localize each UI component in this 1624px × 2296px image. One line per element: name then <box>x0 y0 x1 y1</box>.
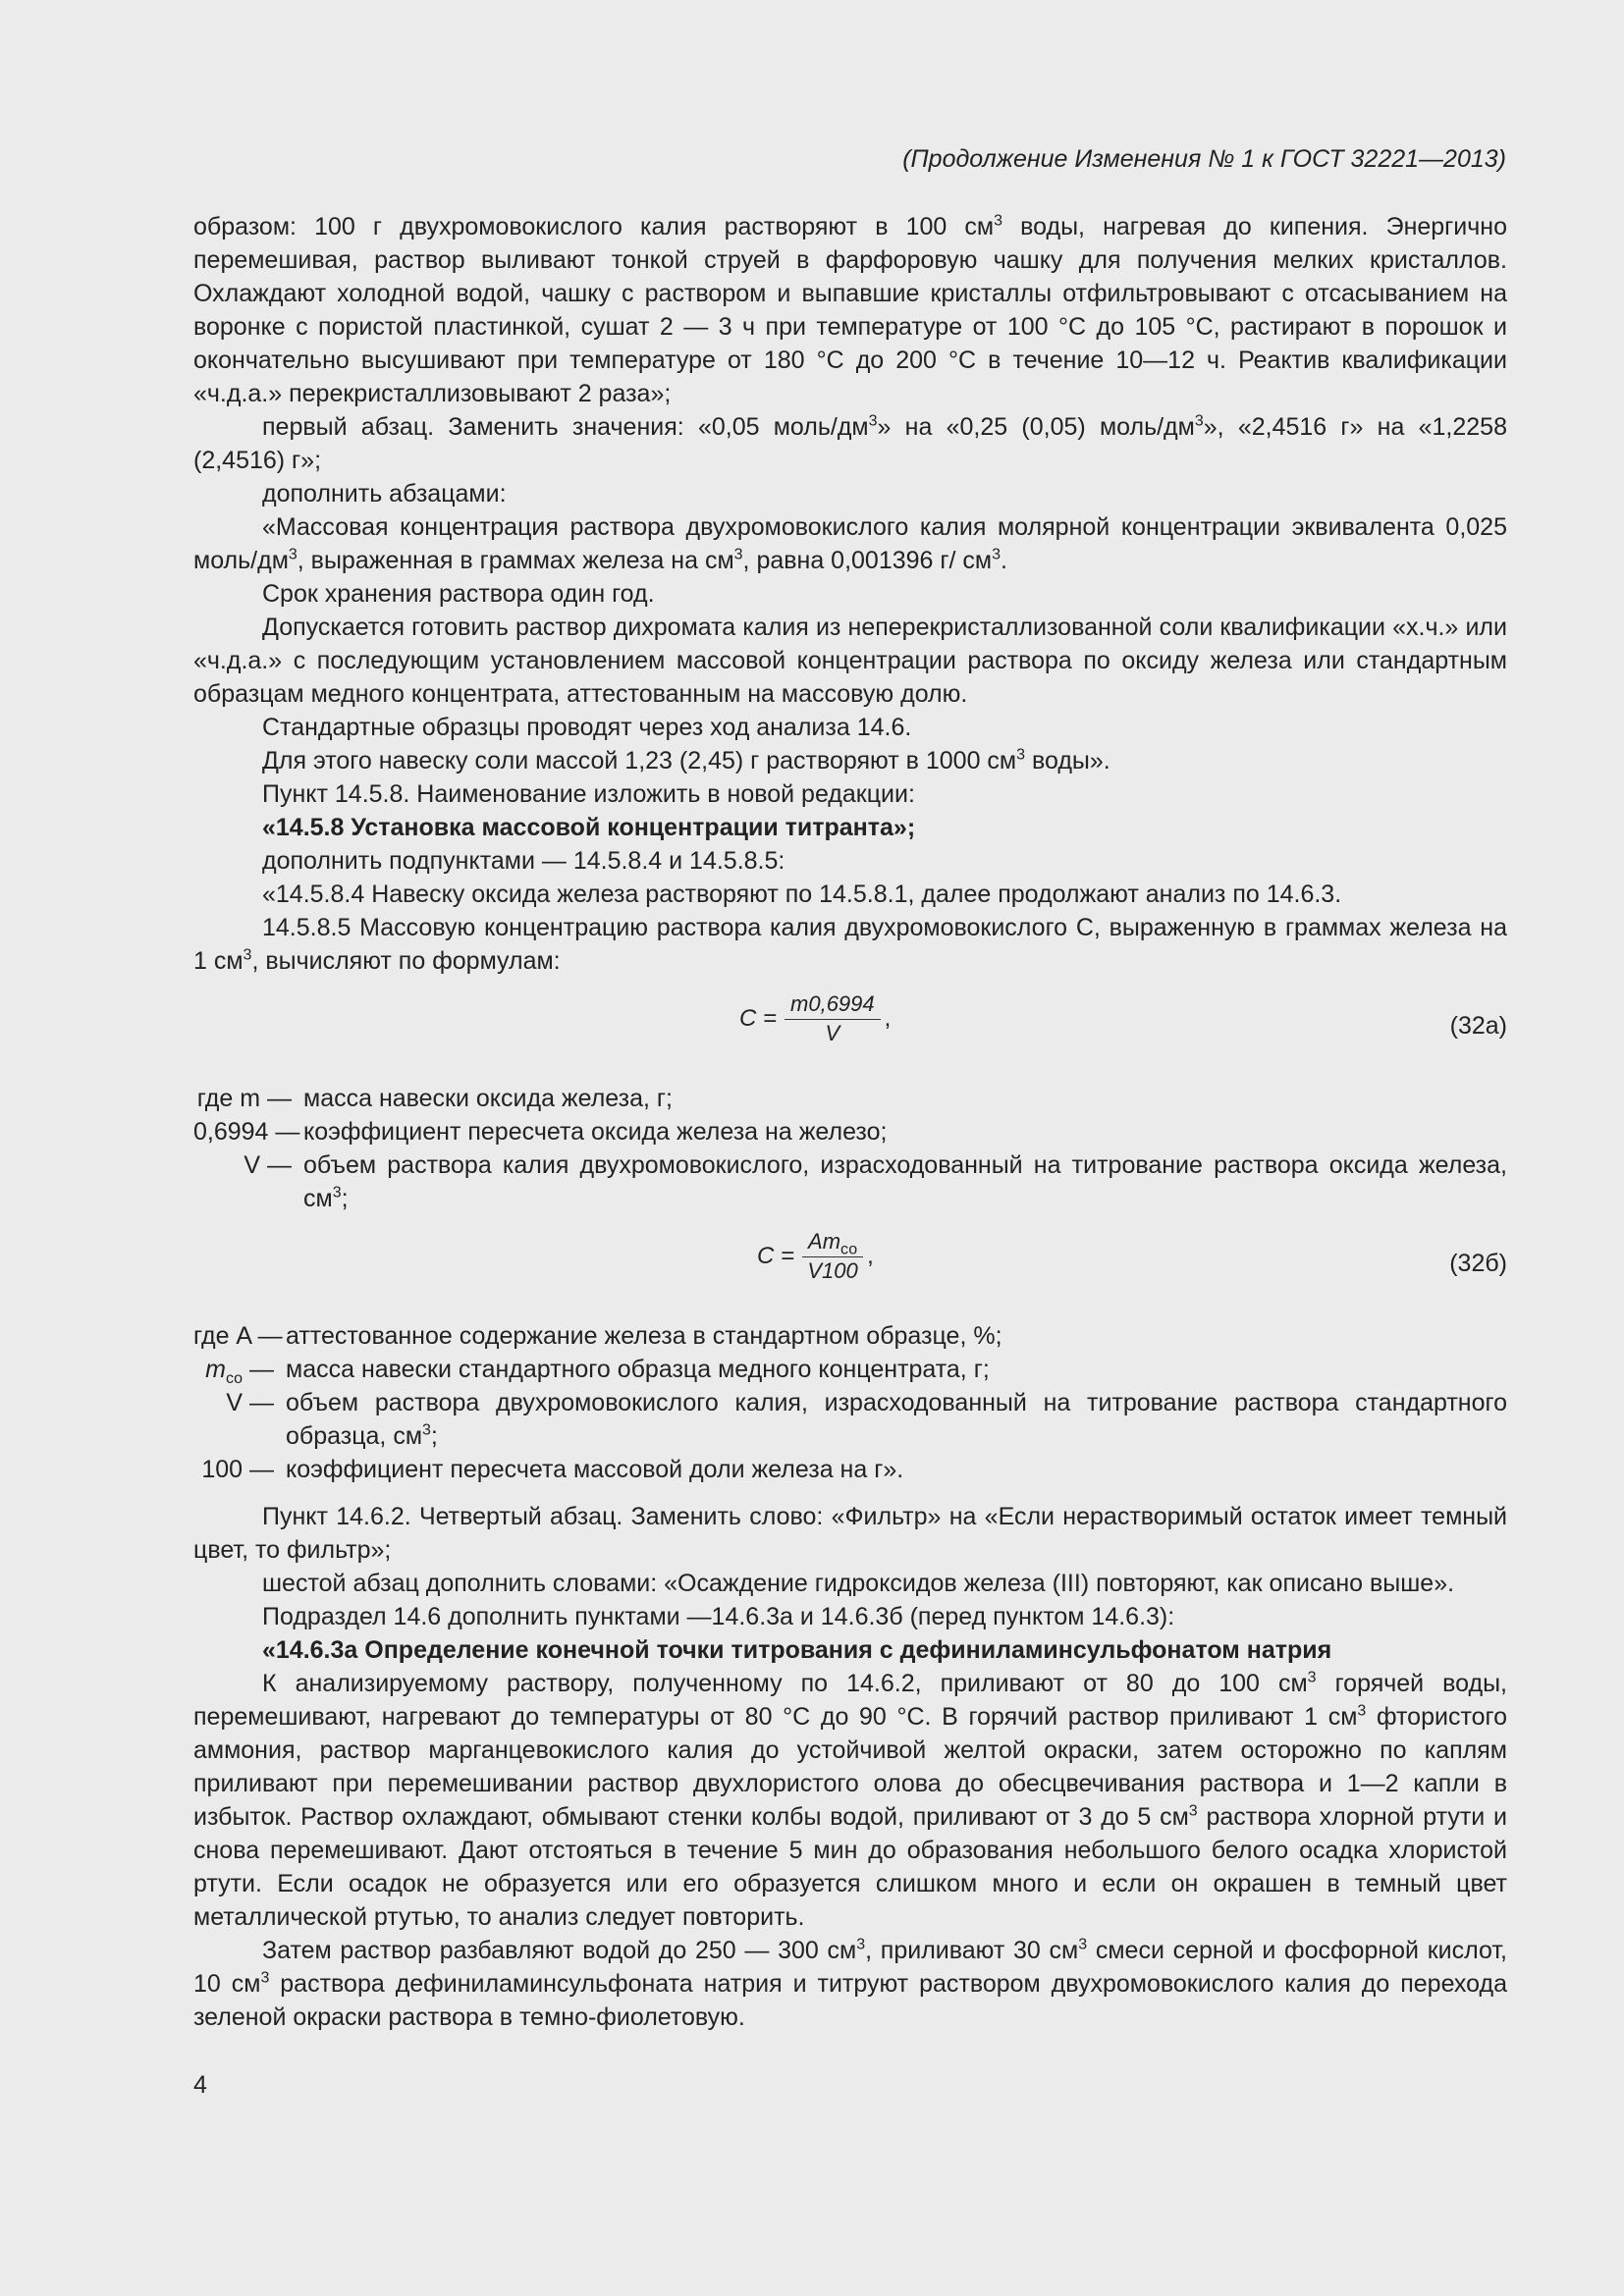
fraction-denominator: V <box>825 1021 840 1045</box>
paragraph: Для этого навеску соли массой 1,23 (2,45) г растворяют в 1000 $см^3$ воды». <box>262 746 1110 774</box>
legend-description: коэффициент пересчета массовой доли железа на г». <box>286 1456 904 1483</box>
formula-legend <box>193 1319 1507 1486</box>
formula-32a <box>193 989 1507 1062</box>
formula-punct: , <box>867 1242 874 1269</box>
paragraph: первый абзац. Заменить значения: «0,05 моль/$дм^3$» на «0,25 (0,05) моль/$дм^3$», «2,4516 г» на «1,2258 (2,4516) г»; <box>193 412 1507 474</box>
section-heading: «14.6.3а Определение конечной точки титрования с дефиниламинсульфонатом натрия <box>262 1636 1332 1664</box>
fraction-denominator: V100 <box>807 1258 858 1283</box>
legend-description: объем раствора калия двухромовокислого, израсходованный на титрование раствора оксида железа, $см^3$; <box>303 1151 1507 1212</box>
fraction <box>802 1227 863 1285</box>
legend-description: коэффициент пересчета оксида железа на железо; <box>303 1118 888 1146</box>
running-header: (Продолжение Изменения № 1 к ГОСТ 32221—2013) <box>902 145 1506 173</box>
section-heading: «14.5.8 Установка массовой концентрации титранта»; <box>262 814 916 841</box>
legend-term: где A — <box>193 1322 283 1350</box>
fraction-numerator: m0,6994 <box>785 989 881 1020</box>
legend-description: масса навески стандартного образца медного концентрата, г; <box>286 1356 990 1383</box>
fraction <box>785 989 881 1047</box>
paragraph: 14.5.8.5 Массовую концентрацию раствора калия двухромовокислого С, выраженную в граммах железа на 1 $см^3$, вычисляют по формулам: <box>193 914 1507 975</box>
paragraph: Пункт 14.6.2. Четвертый абзац. Заменить слово: «Фильтр» на «Если нерастворимый остаток имеет темный цвет, то фильтр»; <box>193 1503 1507 1564</box>
paragraph: образом: 100 г двухромовокислого калия растворяют в 100 $см^3$ воды, нагревая до кипения. Энергично перемешивая, раствор выливают тонкой струей в фарфоровую чашку для получения мелких кристаллов. Охлаждают холодной водой, чашку с раствором и выпавшие кристаллы отфильтровывают с отсасыванием на воронке с пористой пластинкой, сушат 2 — 3 ч при температуре от 100 °С до 105 °С, растирают в порошок и окончательно высушивают при температуре от 180 °С до 200 °С в течение 10—12 ч. Реактив квалификации «ч.д.а.» перекристаллизовывают 2 раза»; <box>193 212 1507 407</box>
legend-description: масса навески оксида железа, г; <box>303 1085 673 1112</box>
fraction-numerator <box>802 1227 863 1257</box>
legend-description: аттестованное содержание железа в стандартном образце, %; <box>286 1322 1002 1350</box>
paragraph: шестой абзац дополнить словами: «Осаждение гидроксидов железа (III) повторяют, как описано выше». <box>262 1570 1455 1597</box>
paragraph: Срок хранения раствора один год. <box>262 580 655 608</box>
paragraph: Подраздел 14.6 дополнить пунктами —14.6.3а и 14.6.3б (перед пунктом 14.6.3): <box>262 1603 1175 1630</box>
term-symbol: m <box>205 1356 226 1383</box>
spacer <box>193 1486 1507 1500</box>
legend-term: где m — <box>196 1085 292 1112</box>
legend-term: 100 — <box>201 1456 274 1483</box>
paragraph: Затем раствор разбавляют водой до 250 — 300 $см^3$, приливают 30 $см^3$ смеси серной и фосфорной кислот, 10 $см^3$ раствора дефиниламинсульфоната натрия и титруют раствором двухромовокислого калия до перехода зеленой окраски раствора в темно-фиолетовую. <box>193 1936 1507 2031</box>
numerator-text: Am <box>808 1229 841 1254</box>
paragraph: дополнить подпунктами — 14.5.8.4 и 14.5.8.5: <box>262 847 785 875</box>
paragraph: Стандартные образцы проводят через ход анализа 14.6. <box>262 714 912 741</box>
term-dash: — <box>243 1356 274 1383</box>
document-body <box>193 210 1507 2034</box>
formula-punct: , <box>884 1004 892 1032</box>
legend-term <box>193 1353 274 1386</box>
formula-legend <box>193 1082 1507 1215</box>
formula-lhs: C = <box>739 1004 778 1032</box>
legend-term: 0,6994 — <box>193 1118 300 1146</box>
paragraph: «14.5.8.4 Навеску оксида железа растворяют по 14.5.8.1, далее продолжают анализ по 14.6.3. <box>262 881 1342 908</box>
legend-description: объем раствора двухромовокислого калия, израсходованный на титрование раствора стандартного образца, $см^3$; <box>286 1389 1507 1450</box>
paragraph: «Массовая концентрация раствора двухромовокислого калия молярной концентрации эквивалента 0,025 моль/$дм^3$, выраженная в граммах железа на $см^3$, равна 0,001396 г/ $см^3$. <box>193 513 1507 574</box>
page-number: 4 <box>193 2071 207 2099</box>
formula-number: (32б) <box>1449 1250 1507 1277</box>
formula-number: (32а) <box>1449 1012 1507 1040</box>
legend-term: V — <box>244 1151 292 1179</box>
paragraph: Пункт 14.5.8. Наименование изложить в новой редакции: <box>262 780 915 808</box>
numerator-subscript: со <box>840 1241 858 1258</box>
paragraph: Допускается готовить раствор дихромата калия из неперекристаллизованной соли квалификации «х.ч.» или «ч.д.а.» с последующим установлением массовой концентрации раствора по оксиду железа или стандартным образцам медного концентрата, аттестованным на массовую долю. <box>193 614 1507 708</box>
paragraph: дополнить абзацами: <box>262 480 507 507</box>
legend-term: V — <box>226 1389 274 1416</box>
formula-32b <box>193 1227 1507 1300</box>
term-subscript: со <box>225 1370 244 1387</box>
formula-lhs: C = <box>757 1242 795 1269</box>
paragraph: К анализируемому раствору, полученному по 14.6.2, приливают от 80 до 100 $см^3$ горячей воды, перемешивают, нагревают до температуры от 80 °С до 90 °С. В горячий раствор приливают 1 $см^3$ фтористого аммония, раствор марганцевокислого калия до устойчивой желтой окраски, затем осторожно по каплям приливают при перемешивании раствор двухлористого олова до обесцвечивания раствора и 1—2 капли в избыток. Раствор охлаждают, обмывают стенки колбы водой, приливают от 3 до 5 $см^3$ раствора хлорной ртути и снова перемешивают. Дают отстояться в течение 5 мин до образования небольшого белого осадка хлористой ртути. Если осадок не образуется или его образуется слишком много и если он окрашен в темный цвет металлической ртутью, то анализ следует повторить. <box>193 1669 1507 1931</box>
